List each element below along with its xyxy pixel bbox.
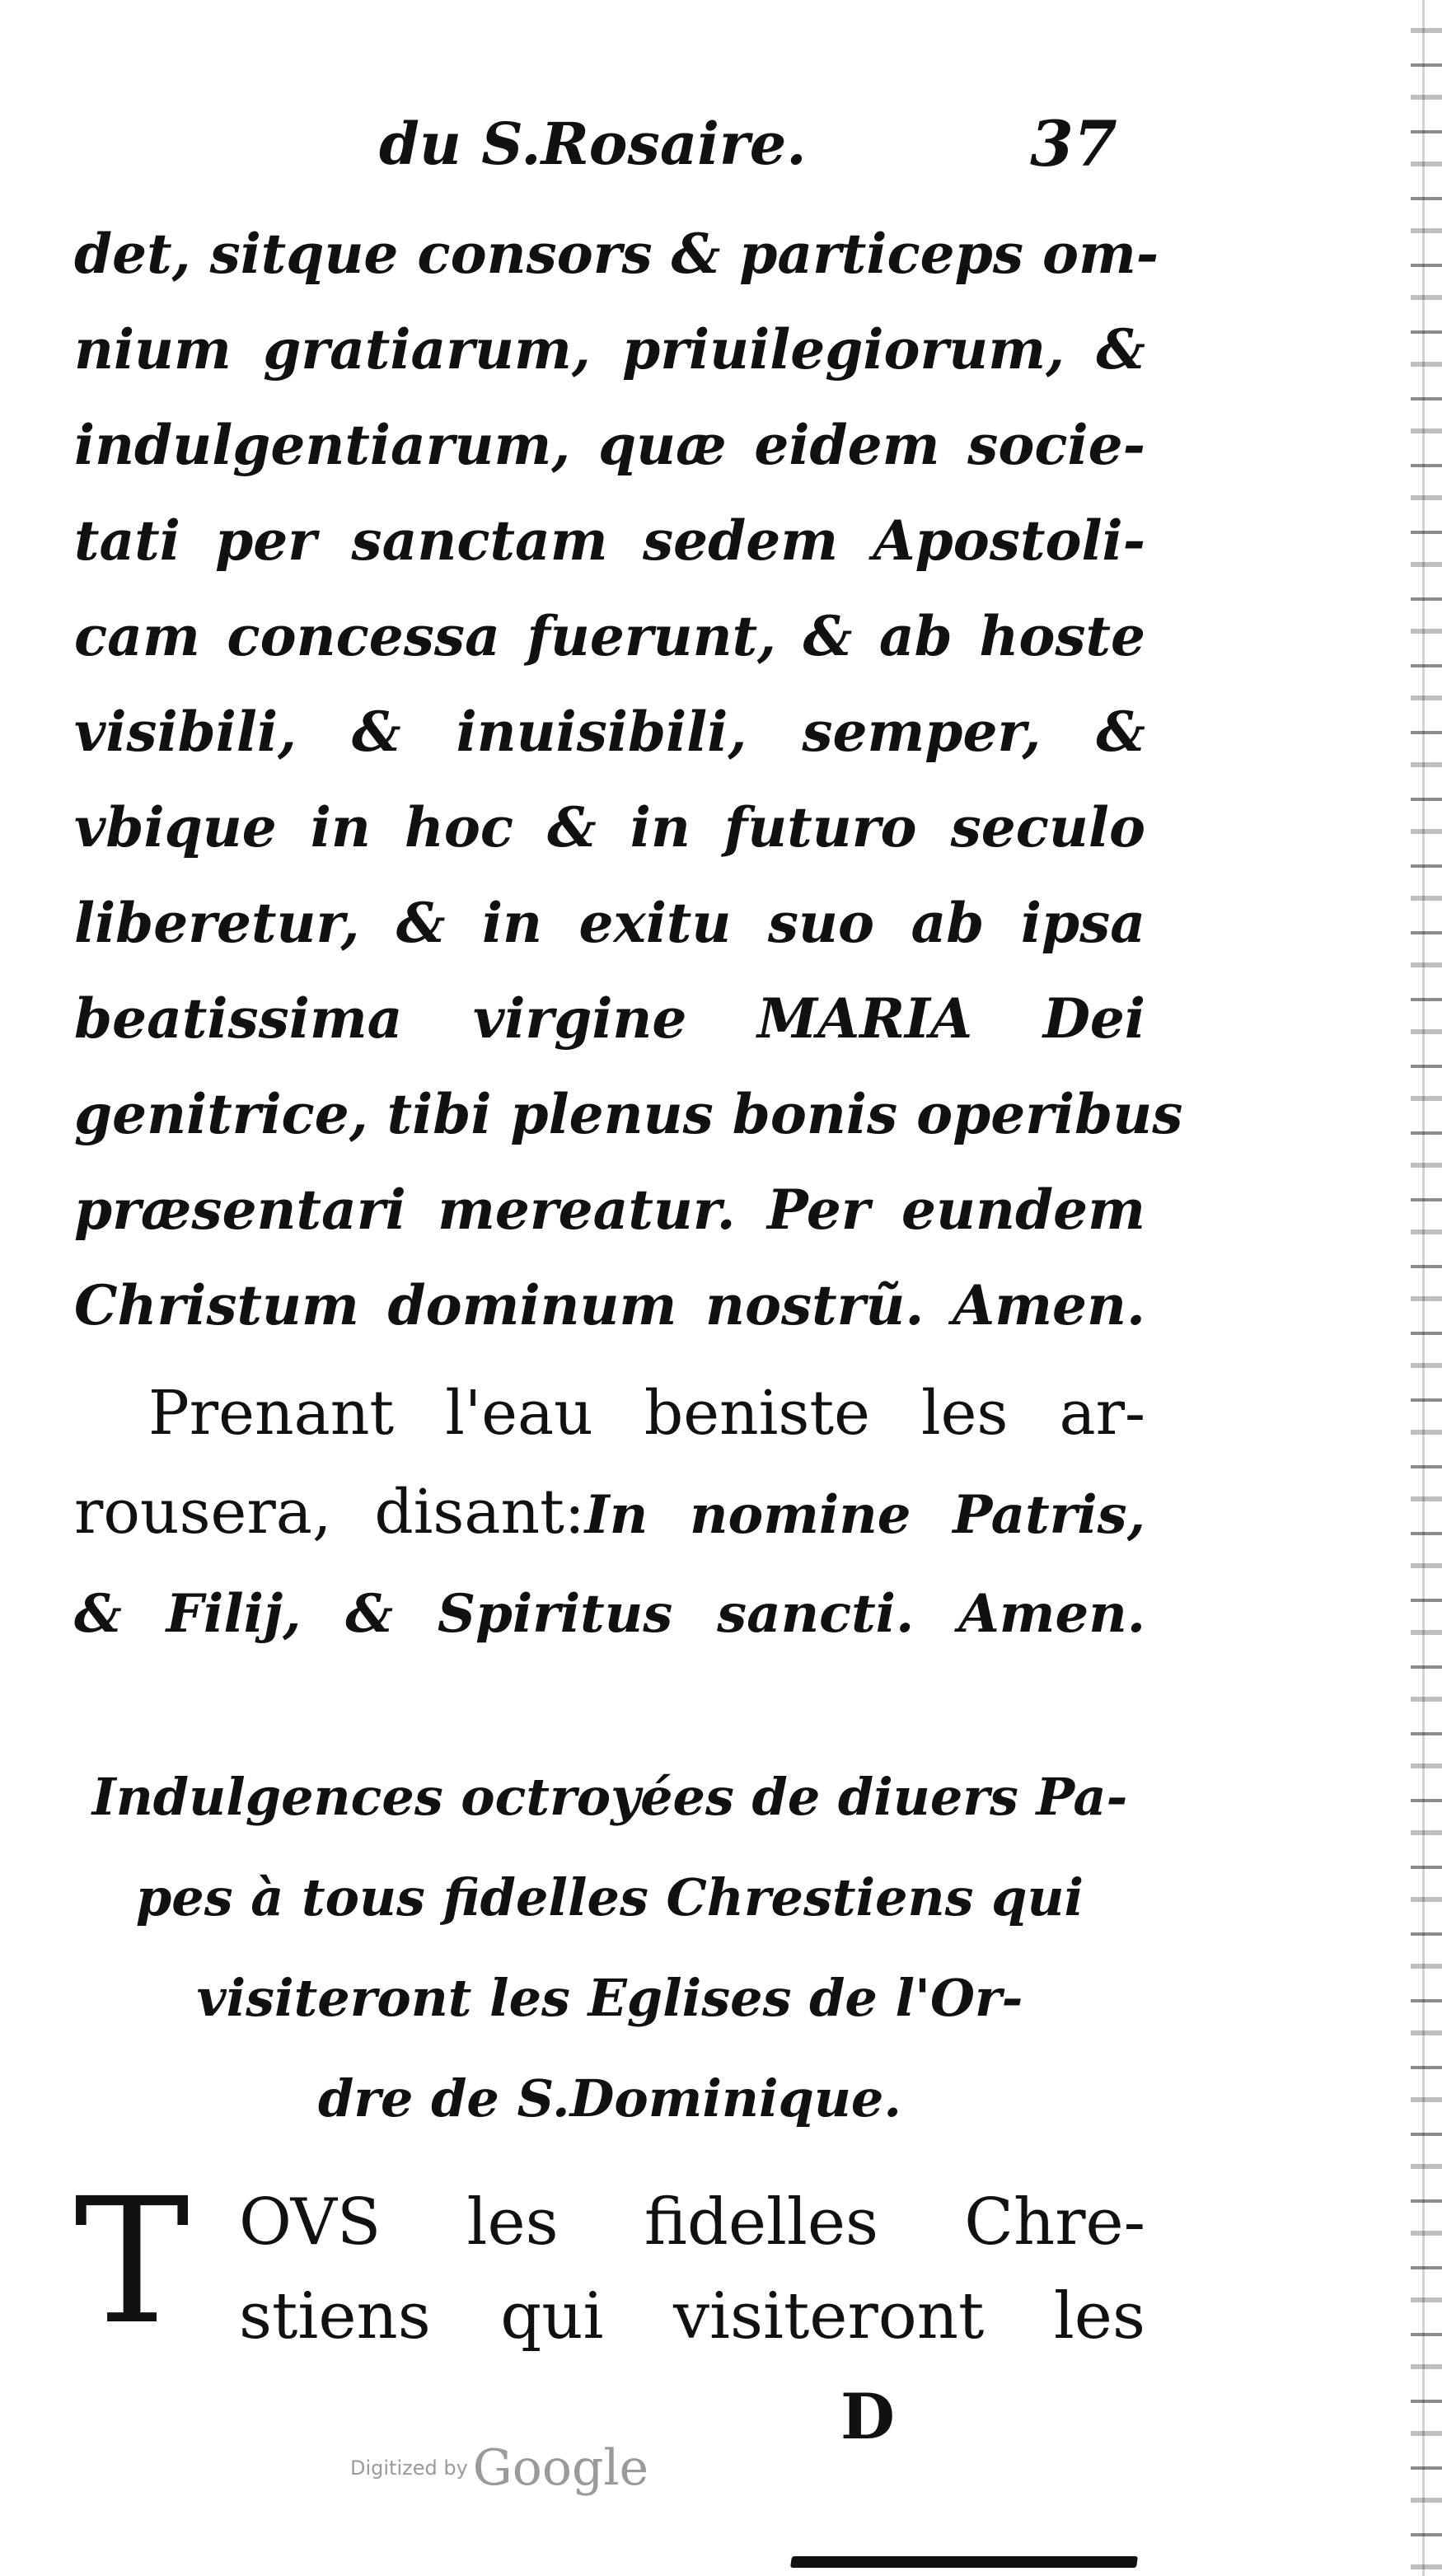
heading-line: pes à tous fidelles Chrestiens qui: [135, 1867, 1084, 1927]
heading-line: visiteront les Eglises de l'Or-: [196, 1968, 1023, 2028]
text-line: Christum dominum nostrũ. Amen.: [74, 1273, 1145, 1337]
rubric-line: Prenant l'eau beniste les ar-: [148, 1378, 1145, 1449]
running-head: [0, 107, 1154, 198]
running-head-title: du S.Rosaire.: [379, 110, 807, 178]
rubric-roman-text: rousera, disant:: [74, 1477, 585, 1548]
text-line: genitrice, tibi plenus bonis operibus: [74, 1082, 1183, 1146]
digitized-watermark: [350, 2439, 648, 2505]
heading-line: dre de S.Dominique.: [318, 2068, 901, 2129]
page-number: 37: [1030, 107, 1117, 180]
paragraph-lines: [239, 2176, 1145, 2363]
text-line: indulgentiarum, quæ eidem socie-: [74, 413, 1145, 477]
paragraph-line: stiens qui visiteront les: [239, 2279, 1145, 2354]
text-line: cam concessa fuerunt, & ab hoste: [74, 604, 1145, 668]
text-line: vbique in hoc & in futuro seculo: [74, 795, 1145, 859]
heading-line: Indulgences octroyées de diuers Pa-: [91, 1767, 1128, 1827]
text-line: præsentari mereatur. Per eundem: [74, 1178, 1145, 1242]
text-line: visibili, & inuisibili, semper, &: [74, 700, 1145, 764]
section-heading: [74, 1747, 1145, 2149]
scan-gutter-line: [1422, 0, 1425, 2576]
rubric-line: [74, 1463, 1145, 1562]
watermark-logo-text: Google: [472, 2439, 649, 2497]
rubric-line: [74, 1562, 1145, 1660]
rubric-italic-text: & Filij, & Spiritus sancti. Amen.: [74, 1583, 1145, 1645]
text-line: beatissima virgine MARIA Dei: [74, 986, 1145, 1051]
drop-cap: T: [74, 2161, 190, 2363]
rubric-instruction: [74, 1364, 1145, 1660]
text-line: tati per sanctam sedem Apostoli-: [74, 508, 1145, 573]
signature-mark: D: [840, 2380, 895, 2453]
indulgence-paragraph: [74, 2161, 1145, 2373]
scan-bottom-edge: [790, 2556, 1138, 2568]
prayer-text: [74, 206, 1183, 1353]
text-line: liberetur, & in exitu suo ab ipsa: [74, 891, 1145, 955]
scan-gutter-edge: [1411, 0, 1442, 2576]
paragraph-line: OVS les fidelles Chre-: [239, 2185, 1145, 2260]
text-line: nium gratiarum, priuilegiorum, &: [74, 317, 1145, 382]
rubric-italic-text: In nomine Patris,: [584, 1484, 1145, 1546]
watermark-prefix: Digitized by: [350, 2457, 468, 2480]
text-line: det, sitque consors & particeps om-: [74, 222, 1159, 286]
